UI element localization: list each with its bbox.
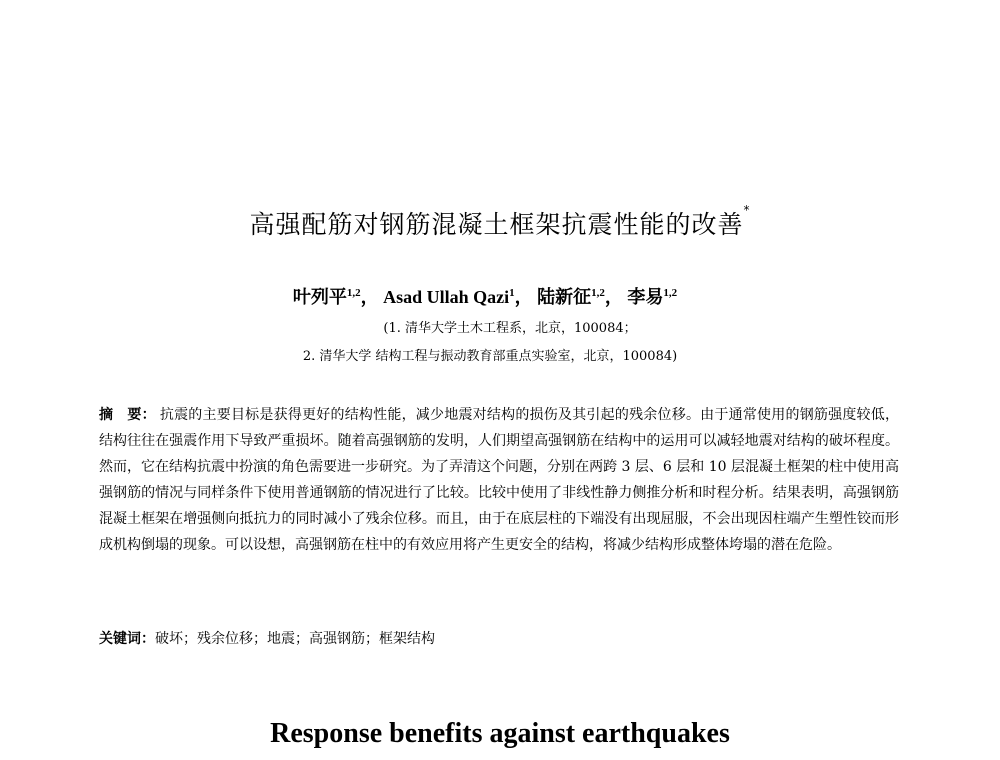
abstract-text: 抗震的主要目标是获得更好的结构性能，减少地震对结构的损伤及其引起的残余位移。由于通常使用的钢筋强度较低，结构往往在强震作用下导致严重损坏。随着高强钢筋的发明，人们期望高强钢筋在结构中的运用可以减轻地震对结构的破坏程度。然而，它在结构抗震中扮演的角色需要进一步研究。为了弄清这个问题，分别在两跨 3 层、6 层和 10 层混凝土框架的柱中使用高强钢筋的情况与同样条件下使用普通钢筋的情况进行了比较。比较中使用了非线性静力侧推分析和时程分析。结果表明，高强钢筋混凝土框架在增强侧向抵抗力的同时减小了残余位移。而且，由于在底层柱的下端没有出现屈服，不会出现因柱端产生塑性铰而形成机构倒塌的现象。可以设想，高强钢筋在柱中的有效应用将产生更安全的结构，将减少结构形成整体垮塌的潜在危险。	[99, 407, 899, 553]
author-separator: ，	[360, 287, 379, 307]
title-footnote-marker: *	[743, 203, 751, 217]
keywords-label: 关键词：	[99, 631, 155, 647]
english-title: Response benefits against earthquakes	[270, 718, 730, 749]
affiliation-line: 2. 清华大学 结构工程与振动教育部重点实验室，北京，100084)	[302, 349, 678, 364]
author-affiliation-mark: 1,2	[663, 287, 678, 299]
author-name: Asad Ullah Qazi	[383, 287, 510, 307]
keywords	[99, 628, 899, 648]
keywords-text: 破坏；残余位移；地震；高强钢筋；框架结构	[155, 631, 435, 647]
author-name: 李易	[627, 287, 664, 307]
author-separator: ，	[604, 287, 623, 307]
author-separator: ，	[514, 287, 533, 307]
author-name: 叶列平	[292, 287, 347, 307]
abstract-label: 摘 要：	[99, 407, 156, 423]
author-name: 陆新征	[537, 287, 592, 307]
author-affiliation-mark: 1,2	[591, 287, 605, 299]
paper-title	[0, 205, 1000, 241]
affiliation-line: (1. 清华大学土木工程系，北京，100084；	[383, 321, 637, 336]
author-affiliation-mark: 1	[509, 287, 515, 299]
author-list	[0, 283, 970, 309]
title-text: 高强配筋对钢筋混凝土框架抗震性能的改善	[249, 210, 744, 239]
author-affiliation-mark: 1,2	[346, 287, 361, 299]
abstract	[99, 402, 899, 558]
